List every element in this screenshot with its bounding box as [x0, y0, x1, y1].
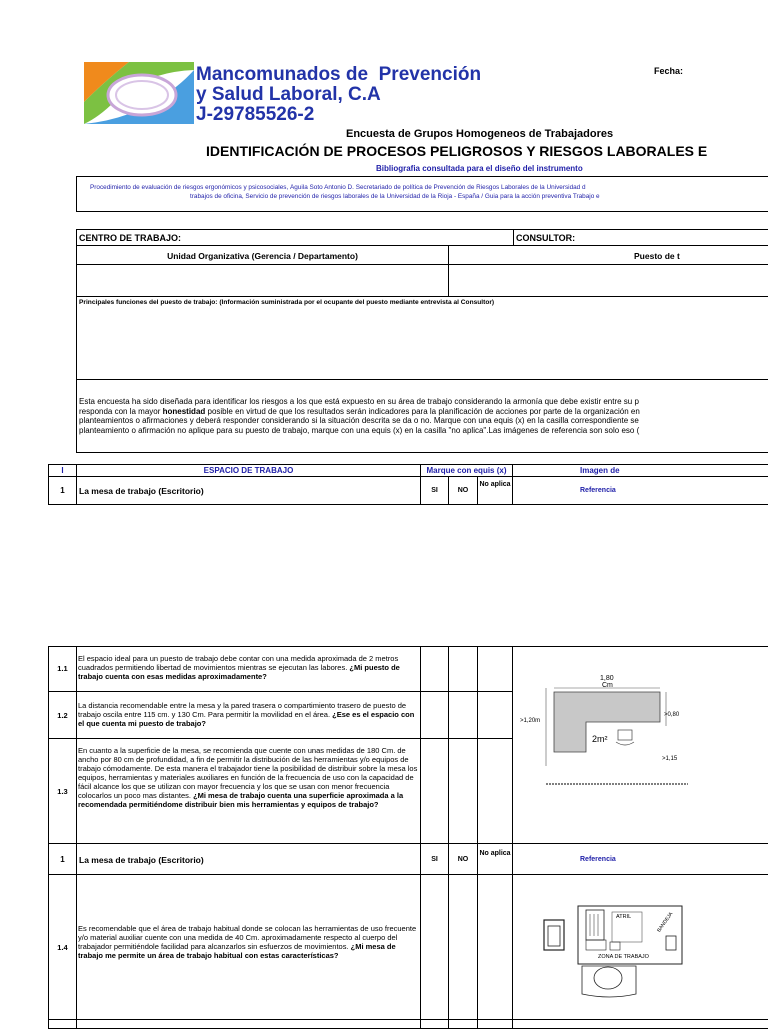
- puesto-input-cell[interactable]: [448, 264, 768, 297]
- q11-num: 1.1: [57, 664, 68, 673]
- bandeja-label: BANDEJA: [656, 911, 675, 934]
- q13-statement: En cuanto a la superficie de la mesa, se recomienda que cuente con unas medidas de 180 Cm. de ancho por 80 cm de profundidad, a fin de permitir la distribución de las herramientas y/o equipos de trabajo cómodamente. De esta manera el trabajador tiene la posibilidad de distribuir sobre la mesa los equipos, herramientas y materiales auxiliares en función de la frecuencia de uso con la capacidad de fácil alcance los que se utilizan con mayor frecuencia y los que se usan con menor frecuencia colocarlos un poco mas distantes.: [78, 746, 418, 800]
- intro-line-2c: posible en virtud de que los resultados serán indicadores para la planificación de acciones por parte de la organización en: [205, 406, 640, 416]
- intro-line-4: planteamiento o afirmación no aplique para su puesto de trabajo, marque con una equis (x) en la casilla "no aplica".Las imágenes de referencia son solo eso (: [79, 425, 640, 435]
- q13-si-box[interactable]: [420, 738, 449, 844]
- q13-no-box[interactable]: [448, 738, 478, 844]
- q13-question: ¿Mi mesa de trabajo cuenta una superficie aproximada a la recomendada permitiéndome distribuir bien mis herramientas y equipos de trabajo?: [78, 791, 404, 809]
- sec1-no: NO: [457, 487, 469, 494]
- q14-statement: Es recomendable que el área de trabajo habitual donde se colocan las herramientas de uso frecuente y/o material auxiliar cuente con una medida de 40 Cm. aproximadamente respecto al cuerpo del trabajador permitiéndole facilidad para alcanzarlos sin esfuerzos de movimientos.: [78, 924, 417, 951]
- funciones-cell[interactable]: [76, 296, 768, 380]
- q14-num: 1.4: [57, 943, 68, 952]
- q12-statement: La distancia recomendable entre la mesa y la pared trasera o compartimiento trasero de puesto de trabajo oscila entre 115 cm. y 130 Cm. Para permitir la movilidad en el área.: [78, 701, 407, 719]
- q12-na-box[interactable]: [477, 691, 513, 739]
- th-i: I: [61, 466, 64, 475]
- intro-honestidad: honestidad: [162, 406, 206, 416]
- zona-label: ZONA DE TRABAJO: [598, 954, 649, 960]
- q11-question: ¿Mi puesto de trabajo cuenta con esas medidas aproximadamente?: [78, 663, 400, 681]
- th-espacio: ESPACIO DE TRABAJO: [203, 466, 294, 475]
- diagram-right-label: >0,80: [664, 712, 680, 718]
- q13-num: 1.3: [57, 787, 68, 796]
- unidad-label: Unidad Organizativa (Gerencia / Departamento): [167, 251, 358, 261]
- main-title: IDENTIFICACIÓN DE PROCESOS PELIGROSOS Y RIESGOS LABORALES E: [206, 143, 708, 159]
- intro-line-3: planteamientos o afirmaciones y deberá responder considerando si la situación descrita se da o no. Marque con una equis (x) en la casilla correspondiente se: [79, 416, 639, 425]
- centro-label: CENTRO DE TRABAJO:: [79, 233, 182, 243]
- th-imagen: Imagen de: [580, 466, 620, 475]
- consultor-label: CONSULTOR:: [516, 233, 576, 243]
- sec1b-na-cell: [477, 843, 513, 875]
- q12-text: [78, 701, 419, 728]
- funciones-label: Principales funciones del puesto de trabajo: (Información suministrada por el ocupante del puesto mediante entrevista al Consultor): [79, 299, 495, 306]
- q14-text: [78, 924, 419, 960]
- company-rif: J-29785526-2: [196, 104, 315, 125]
- q14-na-box[interactable]: [477, 874, 513, 1020]
- intro-line-2: [79, 407, 689, 417]
- sec1-na: No aplica: [479, 481, 511, 488]
- company-logo: [84, 62, 194, 124]
- diagram-bottom-label: >1,15: [662, 756, 678, 762]
- sec1b-na: No aplica: [479, 850, 511, 857]
- sec1b-ref: Referencia: [580, 856, 616, 863]
- q11-no-box[interactable]: [448, 646, 478, 692]
- next-row-si: [420, 1019, 449, 1029]
- q14-no-box[interactable]: [448, 874, 478, 1020]
- q12-num: 1.2: [57, 711, 68, 720]
- sec1b-no: NO: [457, 856, 469, 863]
- q12-si-box[interactable]: [420, 691, 449, 739]
- q11-text: [78, 654, 419, 681]
- q14-si-box[interactable]: [420, 874, 449, 1020]
- q11-na-box[interactable]: [477, 646, 513, 692]
- puesto-label: Puesto de t: [634, 251, 680, 261]
- company-name-line2: y Salud Laboral, C.A: [196, 84, 381, 105]
- survey-subtitle: Encuesta de Grupos Homogeneos de Trabajadores: [346, 128, 614, 140]
- puesto-header-cell: [448, 245, 768, 265]
- q12-no-box[interactable]: [448, 691, 478, 739]
- desk-layout-diagram: [516, 670, 688, 792]
- sec1-si: SI: [431, 487, 438, 494]
- intro-line-1: Esta encuesta ha sido diseñada para identificar los riesgos a los que está expuesto en su área de trabajo considerando la armonía que debe existir entre su p: [79, 397, 639, 406]
- diagram-width-unit: Cm: [602, 682, 613, 689]
- intro-text: [79, 397, 689, 435]
- sec1b-num: 1: [60, 855, 65, 864]
- sec1b-si: SI: [431, 856, 438, 863]
- bibliography-title: Bibliografia consultada para el diseño del instrumento: [376, 164, 583, 173]
- company-name-line1: Mancomunados de Prevención: [196, 64, 482, 85]
- sec1-num: 1: [60, 486, 65, 495]
- bibliography-text-1: Procedimiento de evaluación de riesgos ergonómicos y psicosociales, Águila Soto Antonio D. Secretariado de política de Prevención de Riesgos Laborales de la Universidad d: [90, 184, 586, 191]
- sec1-title: La mesa de trabajo (Escritorio): [79, 486, 204, 496]
- q13-text: [78, 746, 419, 809]
- q14-question: ¿Mi mesa de trabajo me permite un área de trabajo habitual con estas características?: [78, 942, 396, 960]
- atril-label: ATRIL: [616, 914, 632, 920]
- sec1-ref-cell: [512, 476, 768, 505]
- work-zone-diagram: [540, 902, 686, 1002]
- sec1-ref: Referencia: [580, 487, 616, 494]
- next-row-na: [477, 1019, 513, 1029]
- q13-na-box[interactable]: [477, 738, 513, 844]
- diagram-area-label: 2m²: [592, 734, 608, 744]
- unidad-input-cell[interactable]: [76, 264, 449, 297]
- q12-question: ¿Ese es el espacio con el que cuenta mi puesto de trabajo?: [78, 710, 415, 728]
- bibliography-text-2: trabajos de oficina, Servicio de prevención de riesgos laborales de la Universidad de la Rioja - España / Guia para la acción preventiva Trabajo e: [190, 193, 600, 200]
- q11-si-box[interactable]: [420, 646, 449, 692]
- next-row-text: [76, 1019, 421, 1029]
- fecha-label: Fecha:: [654, 66, 684, 76]
- intro-line-2a: responda con la mayor: [79, 406, 163, 416]
- sec1b-title: La mesa de trabajo (Escritorio): [79, 855, 204, 865]
- th-marque: Marque con equis (x): [426, 466, 507, 475]
- q11-statement: El espacio ideal para un puesto de trabajo debe contar con una medida aproximada de 2 metros cuadrados permitiendo libertad de movimientos mientras se ejecutan las labores.: [78, 654, 399, 672]
- diagram-left-label: >1,20m: [520, 718, 541, 724]
- sec1b-ref-cell: [512, 843, 768, 875]
- diagram-width-label: 1,80: [600, 675, 614, 682]
